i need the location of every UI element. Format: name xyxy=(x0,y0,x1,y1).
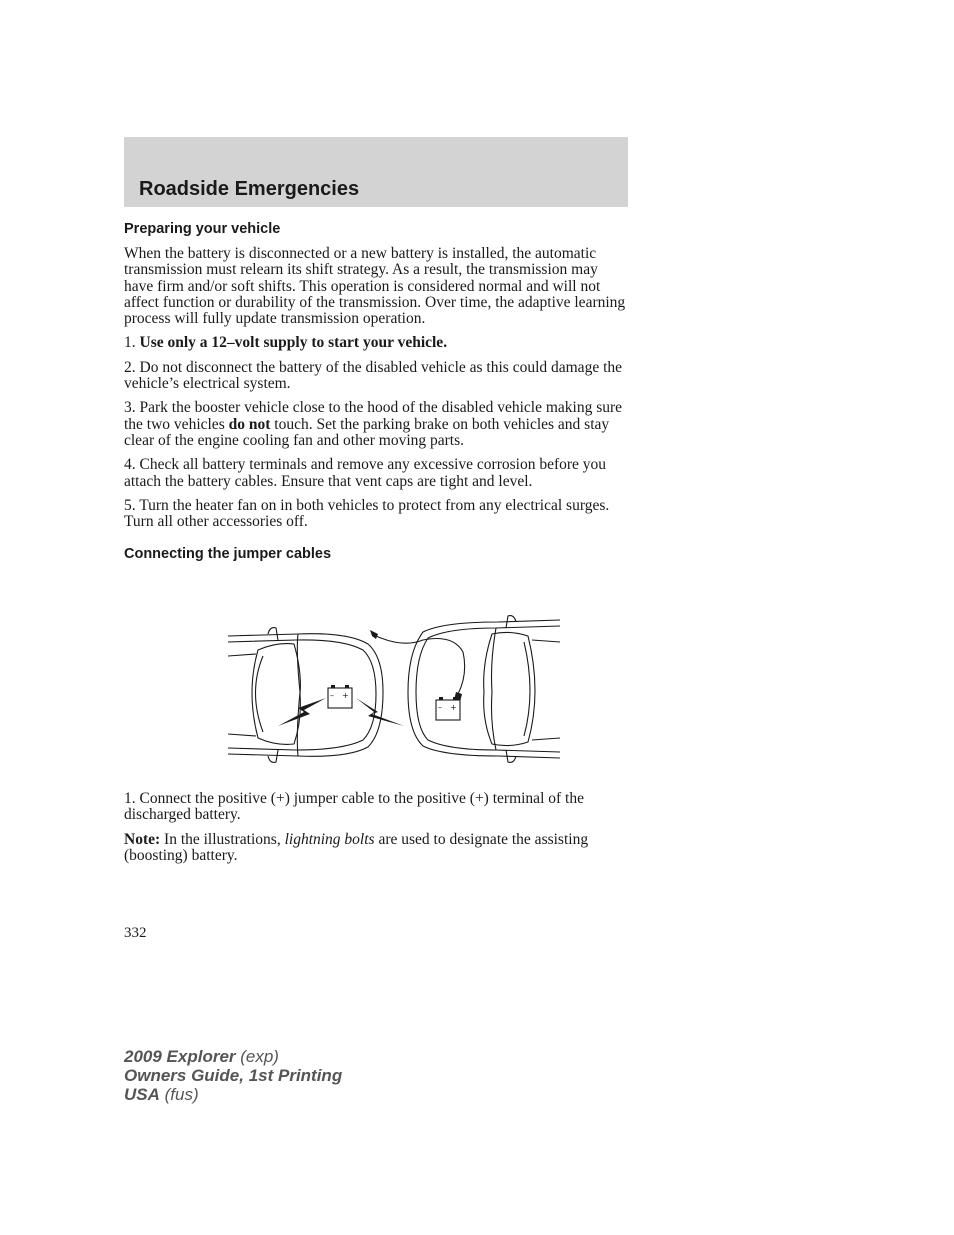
step-3 xyxy=(124,400,628,449)
battery-left-icon xyxy=(328,685,352,708)
lightning-bolt-icon-left xyxy=(278,698,326,726)
footer-line-2 xyxy=(124,1066,342,1085)
document-footer xyxy=(124,1047,342,1104)
step-1-bold: Use only a 12–volt supply to start your vehicle. xyxy=(139,334,448,352)
note-paragraph xyxy=(124,832,628,865)
cable-clamp-icon xyxy=(370,630,378,639)
connect-step-1: 1. Connect the positive (+) jumper cable to the positive (+) terminal of the discharged battery. xyxy=(124,790,584,824)
page-number: 332 xyxy=(124,925,147,941)
step-3-text-a: 3. Park the booster vehicle close to the hood of the disabled vehicle making sure the two vehicles xyxy=(124,399,623,433)
footer-line-3 xyxy=(124,1085,342,1104)
subheading-preparing-vehicle: Preparing your vehicle xyxy=(124,221,281,237)
battery-right-icon xyxy=(436,697,460,720)
footer-model-code: (exp) xyxy=(235,1047,279,1066)
battery-left-plus: + xyxy=(342,691,349,700)
footer-guide: Owners Guide, 1st Printing xyxy=(124,1066,343,1085)
subheading-connecting-cables: Connecting the jumper cables xyxy=(124,546,332,563)
battery-right-minus: – xyxy=(438,703,442,712)
section-title: Roadside Emergencies xyxy=(139,178,360,200)
step-2: 2. Do not disconnect the battery of the disabled vehicle as this could damage the vehicle’s electrical system. xyxy=(124,358,623,393)
step-5: 5. Turn the heater fan on in both vehicles to protect from any electrical surges. Turn all other accessories off. xyxy=(124,496,610,531)
paragraph-intro: When the battery is disconnected or a new battery is installed, the automatic transmission must relearn its shift strategy. As a result, the transmission may have firm and/or soft shifts. This operation is considered normal and will not affect function or durability of the transmission. Over time, the adaptive learning process will fully update transmission operation. xyxy=(124,245,626,328)
footer-model: 2009 Explorer xyxy=(124,1047,236,1066)
note-label: Note: xyxy=(124,830,161,848)
step-1 xyxy=(124,335,628,351)
step-1-number: 1. xyxy=(124,334,140,352)
jumper-cable-illustration xyxy=(228,612,560,774)
jumper-cable xyxy=(376,636,465,694)
note-text-a: In the illustrations, xyxy=(160,830,285,848)
page-content xyxy=(124,221,628,562)
note-italic: lightning bolts xyxy=(284,830,375,848)
step-3-bold: do not xyxy=(228,415,271,433)
note-text-b: are used to designate the assisting (boosting) battery. xyxy=(124,830,589,864)
step-4: 4. Check all battery terminals and remove any excessive corrosion before you attach the battery cables. Ensure that vent caps are tight and level. xyxy=(124,456,607,490)
battery-left-minus: – xyxy=(330,691,334,700)
footer-line-1 xyxy=(124,1047,342,1066)
step-3-text-b: touch. Set the parking brake on both vehicles and stay clear of the engine cooling fan and other moving parts. xyxy=(124,415,610,449)
lower-content xyxy=(124,791,628,864)
footer-market-code: (fus) xyxy=(159,1085,199,1104)
booster-vehicle-outline xyxy=(408,616,560,763)
battery-right-plus: + xyxy=(450,703,457,712)
disabled-vehicle-outline xyxy=(228,628,383,763)
footer-market: USA xyxy=(124,1085,160,1104)
